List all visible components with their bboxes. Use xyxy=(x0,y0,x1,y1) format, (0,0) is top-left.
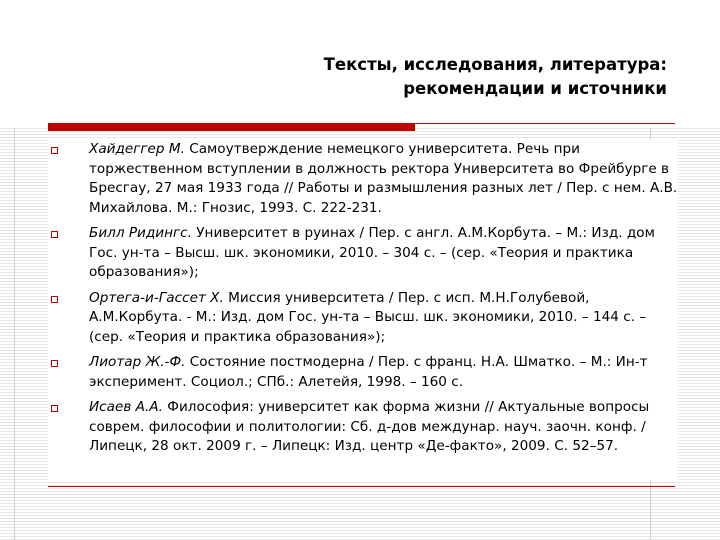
reference-author: Исаев А.А. xyxy=(89,399,163,415)
reference-item xyxy=(48,353,678,392)
reference-text: Состояние постмодерна / Пер. с франц. Н.А. Шматко. – М.: Ин-т эксперимент. Социол.; СПб.: Алетейя, 1998. – 160 с. xyxy=(89,354,648,390)
title-red-bar xyxy=(48,123,415,131)
reference-item xyxy=(48,398,678,457)
reference-item xyxy=(48,140,678,218)
reference-text: Самоутверждение немецкого университета. Речь при торжественном вступлении в должность ректора Университета во Фрейбурге в Бресгау, 27 мая 1933 года // Работы и размышления разных лет / Пер. с нем. А.В. Михайлова. М.: Гнозис, 1993. С. 222-231. xyxy=(89,141,678,216)
reference-list xyxy=(48,140,678,457)
reference-author: Хайдеггер М. xyxy=(89,141,185,157)
square-bullet-icon xyxy=(51,360,58,367)
title-red-line xyxy=(415,123,675,124)
reference-author: Билл Ридингс. xyxy=(89,225,192,241)
square-bullet-icon xyxy=(51,147,58,154)
reference-item xyxy=(48,289,678,348)
page-title xyxy=(107,53,667,101)
bottom-red-line xyxy=(48,486,675,487)
reference-text: Философия: университет как форма жизни // Актуальные вопросы соврем. философии и политологии: Сб. д-дов междунар. науч. заочн. конф. / Липецк, 28 окт. 2009 г. – Липецк: Изд. центр «Де-факто», 2009. С. 52–57. xyxy=(89,399,650,454)
page-title-line-1: Тексты, исследования, литература: xyxy=(323,55,667,74)
page-title-line-2: рекомендации и источники xyxy=(403,79,667,98)
left-vertical-rule xyxy=(14,128,15,540)
square-bullet-icon xyxy=(51,231,58,238)
reference-item xyxy=(48,224,678,283)
reference-text: Университет в руинах / Пер. с англ. А.М.Корбута. – М.: Изд. дом Гос. ун-та – Высш. шк. экономики, 2010. – 304 с. – (сер. «Теория и практика образования»); xyxy=(89,225,655,280)
reference-text: Миссия университета / Пер. с исп. М.Н.Голубевой, А.М.Корбута. - М.: Изд. дом Гос. ун-та – Высш. шк. экономики, 2010. – 144 с. – (сер. «Теория и практика образования»); xyxy=(89,289,647,345)
square-bullet-icon xyxy=(51,296,58,303)
square-bullet-icon xyxy=(51,405,58,412)
reference-author: Ортега-и-Гассет Х. xyxy=(89,289,224,306)
content-area xyxy=(48,140,678,480)
reference-author: Лиотар Ж.-Ф. xyxy=(89,354,186,370)
